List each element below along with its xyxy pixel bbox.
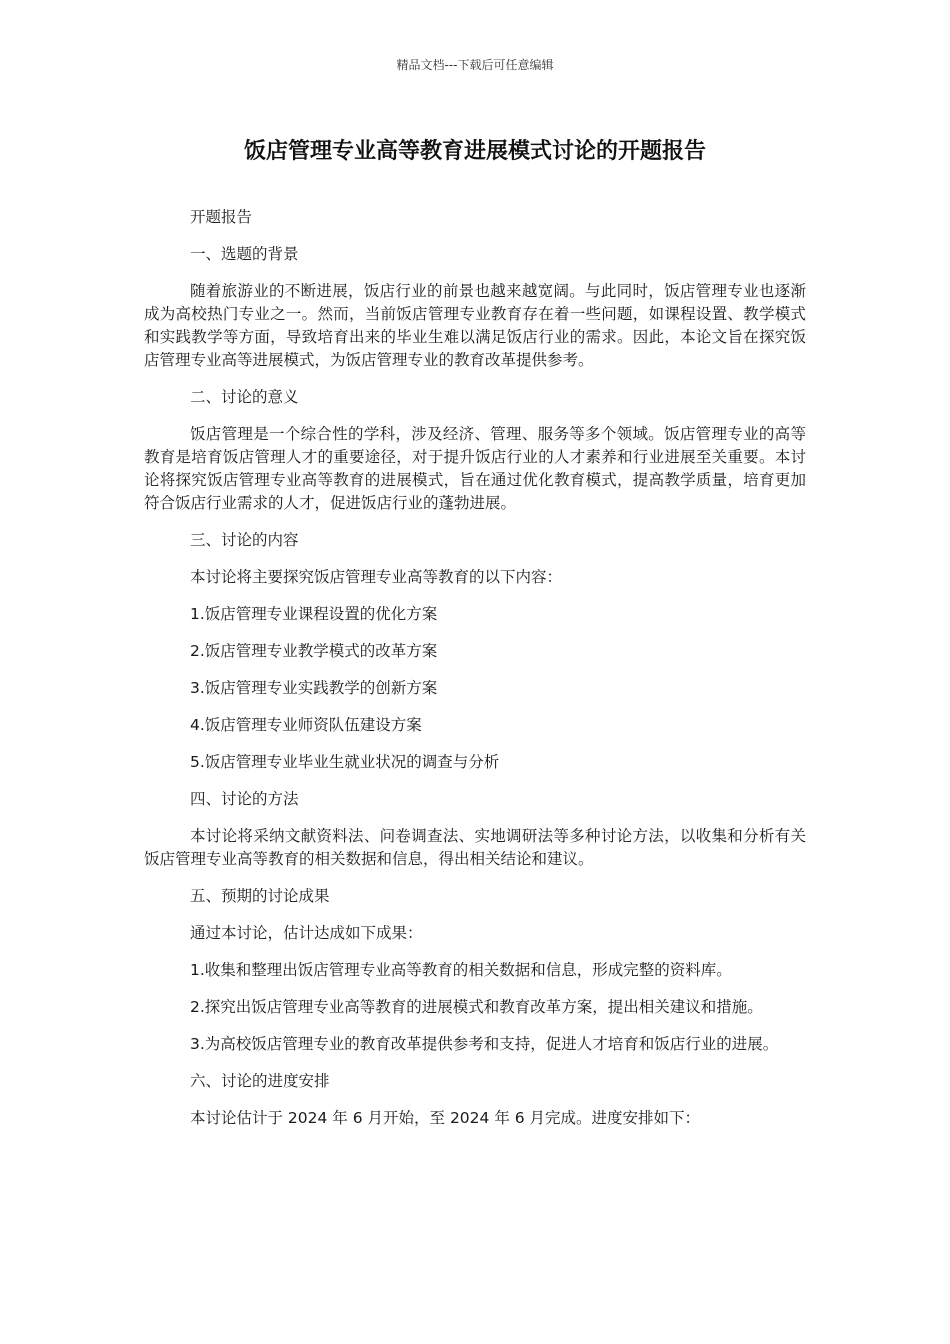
paragraph: 饭店管理是一个综合性的学科，涉及经济、管理、服务等多个领域。饭店管理专业的高等教育是培育饭店管理人才的重要途径，对于提升饭店行业的人才素养和行业进展至关重要。本讨论将探究饭店管理专业高等教育的进展模式，旨在通过优化教育模式，提高教学质量，培育更加符合饭店行业需求的人才，促进饭店行业的蓬勃进展。 — [144, 425, 806, 512]
header-note: 精品文档---下载后可任意编辑 — [396, 58, 554, 72]
paragraph: 本讨论估计于 2024 年 6 月开始，至 2024 年 6 月完成。进度安排如下： — [190, 1109, 701, 1127]
list-item: 3.饭店管理专业实践教学的创新方案 — [190, 679, 438, 697]
document-title: 饭店管理专业高等教育进展模式讨论的开题报告 — [243, 139, 706, 164]
list-item: 4.饭店管理专业师资队伍建设方案 — [190, 716, 422, 734]
paragraph: 本讨论将主要探究饭店管理专业高等教育的以下内容： — [190, 568, 563, 586]
list-item: 1.收集和整理出饭店管理专业高等教育的相关数据和信息，形成完整的资料库。 — [190, 961, 732, 979]
list-item: 2.探究出饭店管理专业高等教育的进展模式和教育改革方案，提出相关建议和措施。 — [190, 998, 763, 1016]
paragraph: 随着旅游业的不断进展，饭店行业的前景也越来越宽阔。与此同时，饭店管理专业也逐渐成为高校热门专业之一。然而，当前饭店管理专业教育存在着一些问题，如课程设置、教学模式和实践教学等方面，导致培育出来的毕业生难以满足饭店行业的需求。因此，本论文旨在探究饭店管理专业高等进展模式，为饭店管理专业的教育改革提供参考。 — [144, 282, 806, 369]
document-body — [144, 206, 806, 1144]
section-heading: 四、讨论的方法 — [190, 790, 299, 808]
list-item: 2.饭店管理专业教学模式的改革方案 — [190, 642, 438, 660]
section-heading: 三、讨论的内容 — [190, 531, 299, 549]
section-heading: 二、讨论的意义 — [190, 388, 299, 406]
paragraph: 本讨论将采纳文献资料法、问卷调查法、实地调研法等多种讨论方法，以收集和分析有关饭店管理专业高等教育的相关数据和信息，得出相关结论和建议。 — [144, 827, 806, 868]
paragraph: 通过本讨论，估计达成如下成果： — [190, 924, 423, 942]
paragraph-label: 开题报告 — [190, 208, 253, 226]
list-item: 1.饭店管理专业课程设置的优化方案 — [190, 605, 438, 623]
section-heading: 五、预期的讨论成果 — [190, 887, 330, 905]
list-item: 5.饭店管理专业毕业生就业状况的调查与分析 — [190, 753, 500, 771]
section-heading: 六、讨论的进度安排 — [190, 1072, 330, 1090]
list-item: 3.为高校饭店管理专业的教育改革提供参考和支持，促进人才培育和饭店行业的进展。 — [190, 1035, 779, 1053]
section-heading: 一、选题的背景 — [190, 245, 299, 263]
